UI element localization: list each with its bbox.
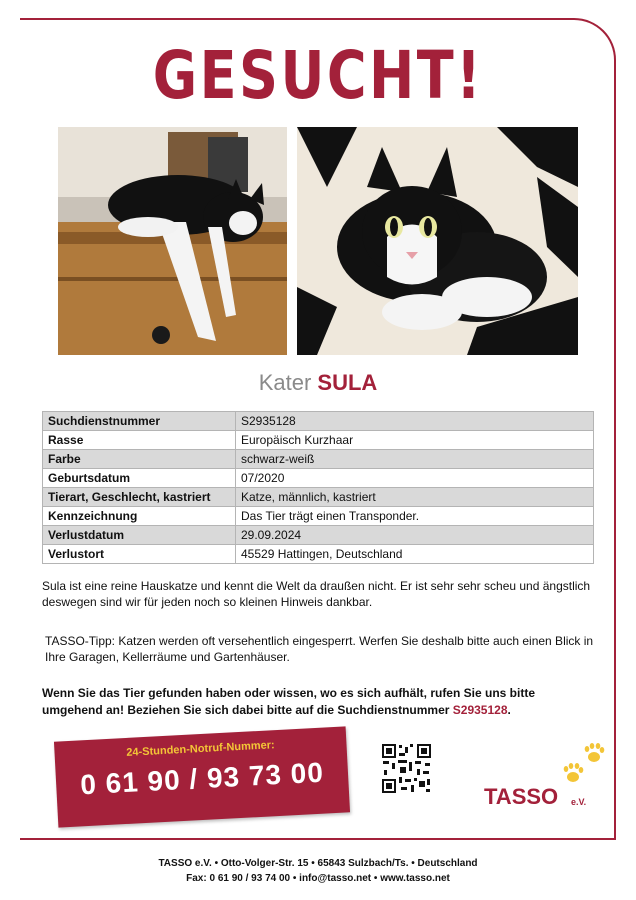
detail-label: Verlustdatum (43, 526, 236, 545)
paw-icon (560, 742, 610, 788)
description: Sula ist eine reine Hauskatze und kennt die Welt da draußen nicht. Er ist sehr sehr scheu und ängstlich deswegen sind wir für jeden noch so kleinen Hinweis dankbar. (42, 579, 591, 609)
pet-name-value: SULA (317, 370, 378, 395)
hotline-number[interactable]: 0 61 90 / 93 73 00 (79, 756, 325, 801)
call-search-number: S2935128 (452, 703, 508, 717)
detail-label: Rasse (43, 431, 236, 450)
detail-value: schwarz-weiß (236, 450, 594, 469)
table-row (43, 545, 594, 564)
detail-value: 29.09.2024 (236, 526, 594, 545)
details-table (42, 411, 594, 564)
call-end: . (507, 703, 511, 717)
detail-value: Katze, männlich, kastriert (236, 488, 594, 507)
table-row (43, 450, 594, 469)
detail-value: Europäisch Kurzhaar (236, 431, 594, 450)
table-row (43, 526, 594, 545)
footer (0, 856, 636, 886)
detail-label: Kennzeichnung (43, 507, 236, 526)
table-row (43, 488, 594, 507)
detail-value: Das Tier trägt einen Transponder. (236, 507, 594, 526)
cat-photo-right (297, 127, 578, 355)
table-row (43, 469, 594, 488)
footer-contact[interactable]: Fax: 0 61 90 / 93 74 00 • info@tasso.net • www.tasso.net (186, 873, 450, 884)
pet-name (0, 370, 636, 396)
cat-photo-left (58, 127, 287, 355)
detail-label: Farbe (43, 450, 236, 469)
table-row (43, 507, 594, 526)
table-row (43, 412, 594, 431)
tasso-tip: TASSO-Tipp: Katzen werden oft versehentlich eingesperrt. Werfen Sie deshalb bitte auch einen Blick in Ihre Garagen, Kellerräume und Gartenhäuser. (45, 634, 594, 664)
detail-label: Suchdienstnummer (43, 412, 236, 431)
pet-prefix: Kater (258, 370, 312, 395)
hotline-label: 24-Stunden-Notruf-Nummer: (126, 739, 275, 759)
hotline-box[interactable] (54, 726, 350, 827)
footer-address: TASSO e.V. • Otto-Volger-Str. 15 • 65843 Sulzbach/Ts. • Deutschland (158, 858, 478, 869)
detail-label: Tierart, Geschlecht, kastriert (43, 488, 236, 507)
brand-suffix: e.V. (571, 797, 587, 807)
call-text: Wenn Sie das Tier gefunden haben oder wissen, wo es sich aufhält, rufen Sie uns bitte umgehend an! Beziehen Sie sich dabei bitte auf die Suchdienstnummer (42, 686, 535, 717)
poster-title: GESUCHT! (152, 37, 484, 114)
detail-value: 45529 Hattingen, Deutschland (236, 545, 594, 564)
table-row (43, 431, 594, 450)
brand-logo: TASSO (484, 784, 559, 809)
call-to-action (42, 685, 598, 719)
detail-value: S2935128 (236, 412, 594, 431)
detail-label: Geburtsdatum (43, 469, 236, 488)
detail-label: Verlustort (43, 545, 236, 564)
qr-code[interactable] (381, 743, 432, 794)
detail-value: 07/2020 (236, 469, 594, 488)
